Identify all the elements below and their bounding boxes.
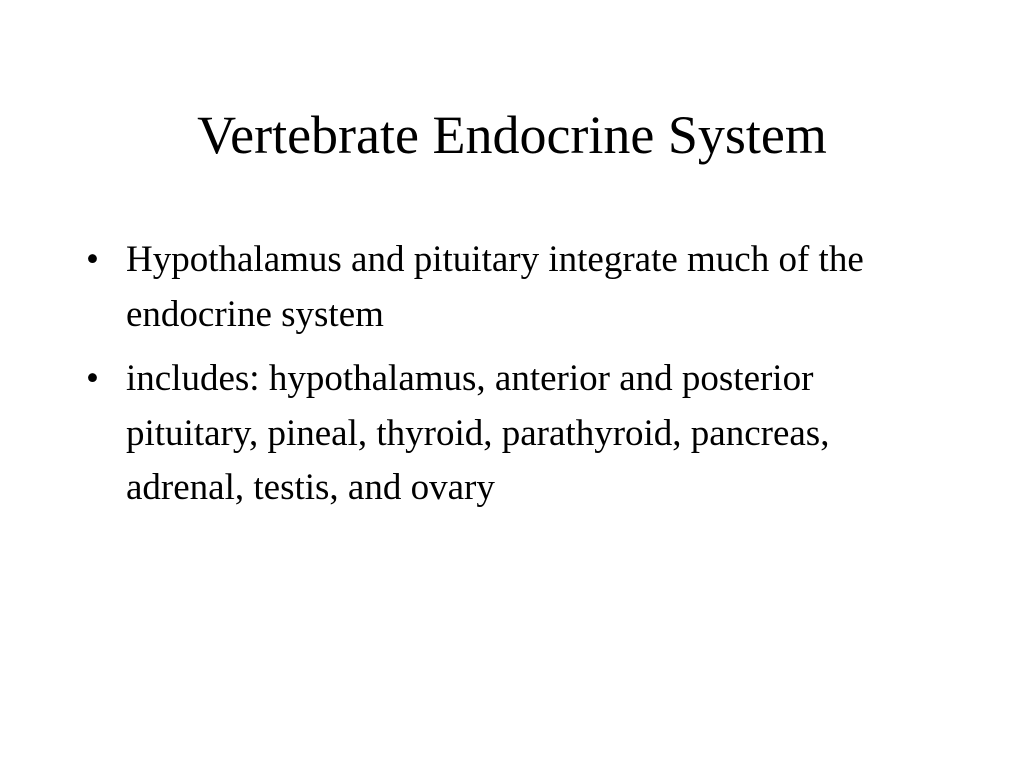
bullet-item-hypothalamus-pituitary [86,233,946,342]
bullet-text: Hypothalamus and pituitary integrate much of the endocrine system [126,239,864,335]
bullet-icon: • [86,239,99,280]
slide-title: Vertebrate Endocrine System [197,105,827,165]
bullet-icon: • [86,358,99,399]
bullet-text: includes: hypothalamus, anterior and posterior pituitary, pineal, thyroid, parathyroid, pancreas, adrenal, testis, and ovary [126,358,830,508]
bullet-item-includes [86,352,946,516]
bullet-list [86,233,946,526]
